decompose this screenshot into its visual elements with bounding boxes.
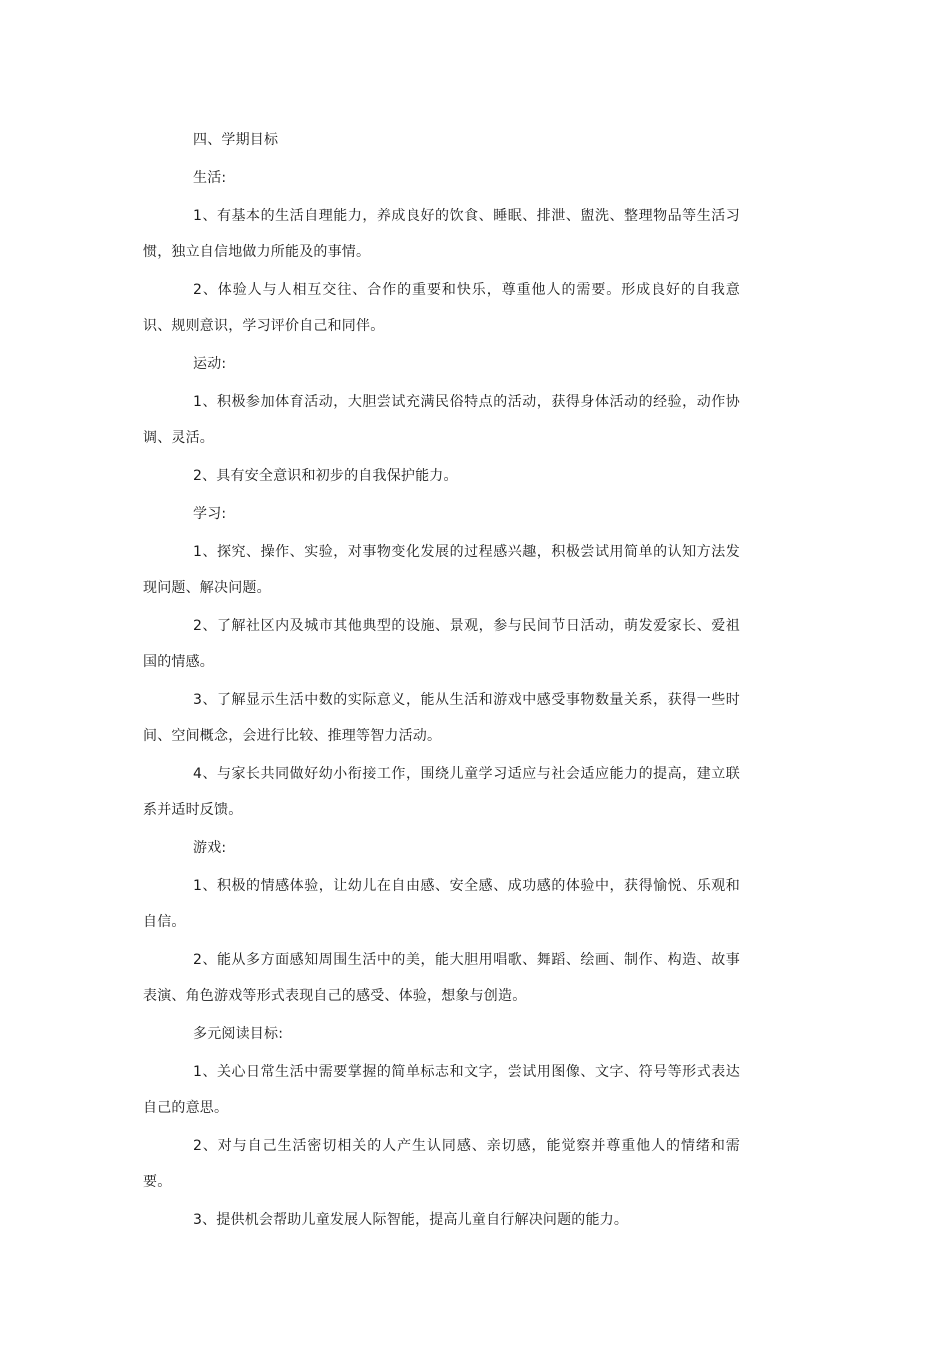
reading-heading: 多元阅读目标: [193,1026,284,1042]
life-item-2: 2、体验人与人相互交往、合作的重要和快乐，尊重他人的需要。形成良好的自我意识、规则意识，学习评价自己和同伴。 [143,282,740,334]
games-heading: 游戏: [193,840,227,856]
sports-heading: 运动: [193,356,227,372]
section-title: 四、学期目标 [193,132,279,148]
reading-item-3: 3、提供机会帮助儿童发展人际智能，提高儿童自行解决问题的能力。 [193,1212,629,1228]
study-item-1: 1、探究、操作、实验，对事物变化发展的过程感兴趣，积极尝试用简单的认知方法发现问题、解决问题。 [143,544,740,596]
life-item-1: 1、有基本的生活自理能力，养成良好的饮食、睡眠、排泄、盥洗、整理物品等生活习惯，独立自信地做力所能及的事情。 [143,208,740,260]
reading-item-2: 2、对与自己生活密切相关的人产生认同感、亲切感，能觉察并尊重他人的情绪和需要。 [143,1138,740,1190]
sports-item-1: 1、积极参加体育活动，大胆尝试充满民俗特点的活动，获得身体活动的经验，动作协调、灵活。 [143,394,740,446]
games-item-1: 1、积极的情感体验，让幼儿在自由感、安全感、成功感的体验中，获得愉悦、乐观和自信。 [143,878,740,930]
reading-item-1: 1、关心日常生活中需要掌握的简单标志和文字，尝试用图像、文字、符号等形式表达自己的意思。 [143,1064,740,1116]
document-body [143,122,740,1240]
study-item-3: 3、了解显示生活中数的实际意义，能从生活和游戏中感受事物数量关系，获得一些时间、空间概念，会进行比较、推理等智力活动。 [143,692,740,744]
study-item-2: 2、了解社区内及城市其他典型的设施、景观，参与民间节日活动，萌发爱家长、爱祖国的情感。 [143,618,740,670]
sports-item-2: 2、具有安全意识和初步的自我保护能力。 [193,468,458,484]
study-heading: 学习: [193,506,227,522]
life-heading: 生活: [193,170,227,186]
study-item-4: 4、与家长共同做好幼小衔接工作，围绕儿童学习适应与社会适应能力的提高，建立联系并适时反馈。 [143,766,740,818]
games-item-2: 2、能从多方面感知周围生活中的美，能大胆用唱歌、舞蹈、绘画、制作、构造、故事表演、角色游戏等形式表现自己的感受、体验，想象与创造。 [143,952,740,1004]
